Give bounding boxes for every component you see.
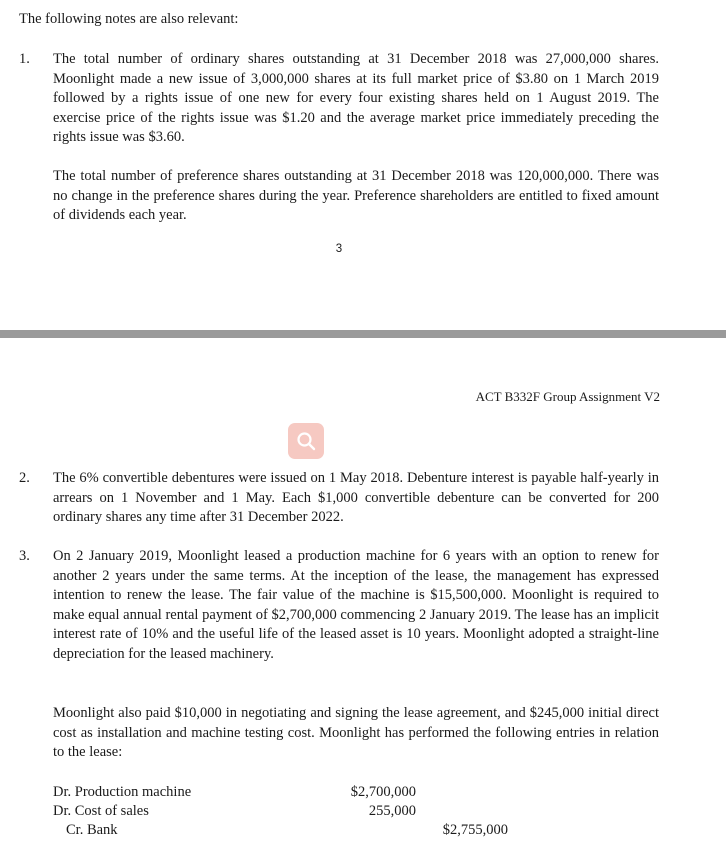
search-button[interactable] xyxy=(288,423,324,459)
journal-entry-account: Dr. Production machine xyxy=(53,784,192,800)
journal-entry-credit: $2,755,000 xyxy=(442,822,508,838)
page-number: 3 xyxy=(335,243,343,255)
journal-entry-debit: $2,700,000 xyxy=(350,784,416,800)
page-separator xyxy=(0,330,726,338)
note-2-paragraph: The 6% convertible debentures were issued on 1 May 2018. Debenture interest is payable half-yearly in arrears on 1 November and 1 May. Each $1,000 convertible debenture can be converted for 200 ordinary shares any time after 31 December 2022. xyxy=(53,470,659,526)
note-1-number: 1. xyxy=(19,51,30,67)
note-3-paragraph-1: On 2 January 2019, Moonlight leased a production machine for 6 years with an option to renew for another 2 years under the same terms. At the inception of the lease, the management has expressed intention to renew the lease. The fair value of the machine is $15,500,000. Moonlight is required to make equal annual rental payment of $2,700,000 commencing 2 January 2019. The lease has an implicit interest rate of 10% and the useful life of the leased asset is 10 years. Moonlight adopted a straight-line depreciation for the leased machinery. xyxy=(53,548,659,662)
journal-entry-account: Cr. Bank xyxy=(66,822,118,838)
journal-entry-debit: 255,000 xyxy=(368,803,416,819)
intro-text: The following notes are also relevant: xyxy=(19,11,239,27)
search-icon xyxy=(295,430,317,452)
document-header-title: ACT B332F Group Assignment V2 xyxy=(475,389,660,404)
note-3-number: 3. xyxy=(19,548,30,564)
note-2-number: 2. xyxy=(19,470,30,486)
journal-entry-account: Dr. Cost of sales xyxy=(53,803,149,819)
note-1-paragraph-1: The total number of ordinary shares outstanding at 31 December 2018 was 27,000,000 shares. Moonlight made a new issue of 3,000,000 shares at its full market price of $3.80 on 1 March 2019 followed by a rights issue of one new for every four existing shares held on 1 August 2019. The exercise price of the rights issue was $1.20 and the average market price immediately preceding the rights issue was $3.60. xyxy=(53,51,659,146)
note-1-paragraph-2: The total number of preference shares outstanding at 31 December 2018 was 120,000,000. There was no change in the preference shares during the year. Preference shareholders are entitled to fixed amount of dividends each year. xyxy=(53,168,659,224)
note-3-paragraph-2: Moonlight also paid $10,000 in negotiating and signing the lease agreement, and $245,000 initial direct cost as installation and machine testing cost. Moonlight has performed the following entries in relation to the lease: xyxy=(53,705,659,761)
